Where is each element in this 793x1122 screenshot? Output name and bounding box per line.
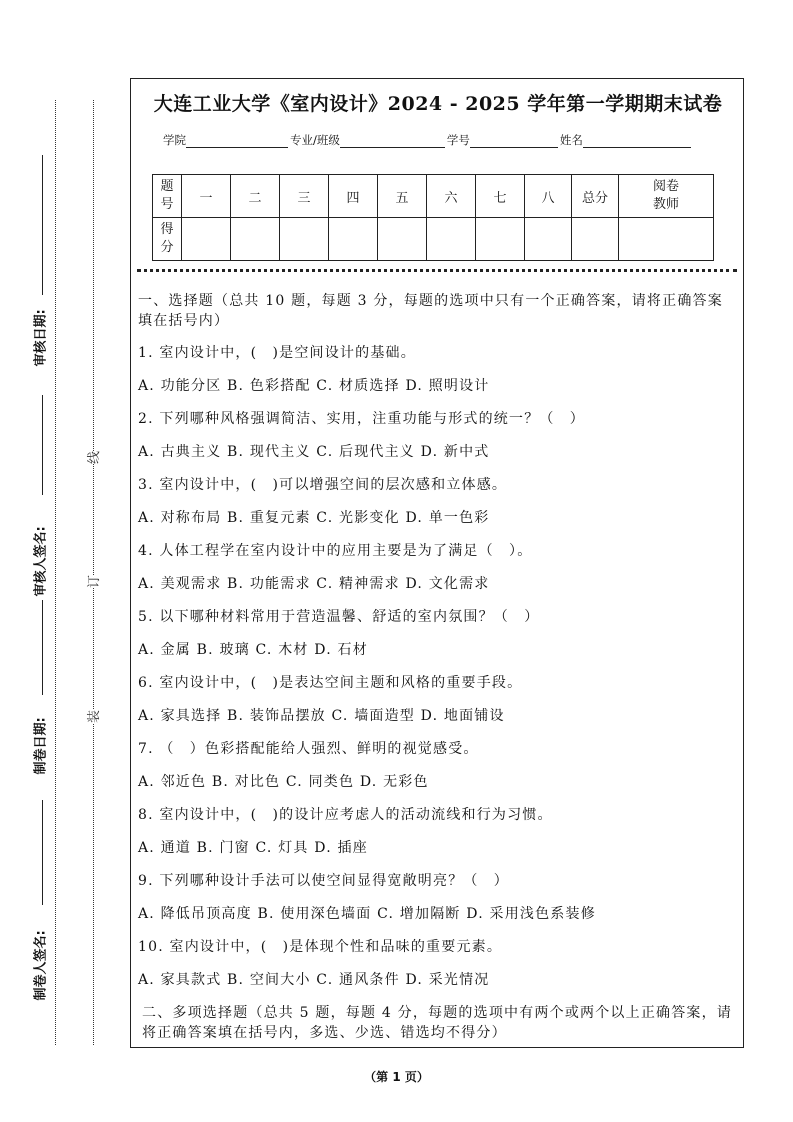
question-options: A. 家具选择 B. 装饰品摆放 C. 墙面造型 D. 地面铺设	[138, 708, 505, 724]
major-class-label: 专业/班级	[290, 133, 340, 147]
score-cell[interactable]	[525, 218, 572, 261]
question-stem: 10. 室内设计中，( )是体现个性和品味的重要元素。	[138, 939, 503, 955]
binding-margin	[0, 0, 125, 1122]
page-number: （第 1 页）	[364, 1070, 429, 1084]
question-stem: 6. 室内设计中，( )是表达空间主题和风格的重要手段。	[138, 675, 523, 691]
reviewer-sign-line	[42, 395, 43, 495]
score-cell[interactable]	[329, 218, 378, 261]
student-id-field[interactable]	[470, 135, 558, 148]
section-1-heading: 一、选择题（总共 10 题，每题 3 分，每题的选项中只有一个正确答案，请将正确答案填在括号内）	[138, 293, 723, 329]
question-stem: 2. 下列哪种风格强调简洁、实用，注重功能与形式的统一？（ ）	[138, 411, 586, 427]
question-options: A. 对称布局 B. 重复元素 C. 光影变化 D. 单一色彩	[138, 510, 490, 526]
question-stem: 5. 以下哪种材料常用于营造温馨、舒适的室内氛围？（ ）	[138, 609, 540, 625]
make-date-label: 制卷日期:	[33, 717, 49, 775]
score-table-header-row	[153, 175, 714, 218]
question-options: A. 古典主义 B. 现代主义 C. 后现代主义 D. 新中式	[138, 444, 490, 460]
score-cell[interactable]	[476, 218, 525, 261]
review-date-line	[42, 155, 43, 295]
college-field[interactable]	[186, 135, 288, 148]
question-options: A. 金属 B. 玻璃 C. 木材 D. 石材	[138, 642, 368, 658]
header-cell-6: 六	[427, 175, 476, 218]
score-cell[interactable]	[231, 218, 280, 261]
name-field[interactable]	[583, 135, 691, 148]
header-cell-5: 五	[378, 175, 427, 218]
student-id-label: 学号	[446, 133, 470, 147]
maker-sign-label: 制卷人签名:	[33, 930, 49, 1001]
question-stem: 1. 室内设计中，( )是空间设计的基础。	[138, 345, 416, 361]
student-info-row	[163, 132, 693, 148]
cut-line-char-zhuang: 装	[83, 710, 102, 723]
header-cell-4: 四	[329, 175, 378, 218]
header-cell-total: 总分	[572, 175, 619, 218]
dotted-line-outer	[55, 100, 56, 1045]
score-table-score-row	[153, 218, 714, 261]
question-stem: 8. 室内设计中，( )的设计应考虑人的活动流线和行为习惯。	[138, 807, 553, 823]
score-cell[interactable]	[427, 218, 476, 261]
header-cell-1: 一	[182, 175, 231, 218]
question-stem: 7. （ ）色彩搭配能给人强烈、鲜明的视觉感受。	[138, 741, 479, 757]
major-class-field[interactable]	[340, 135, 445, 148]
make-date-line	[42, 600, 43, 695]
exam-frame	[130, 78, 744, 1048]
score-cell-grader[interactable]	[619, 218, 714, 261]
separator-dotted	[137, 269, 737, 272]
question-options: A. 美观需求 B. 功能需求 C. 精神需求 D. 文化需求	[138, 576, 490, 592]
header-cell-7: 七	[476, 175, 525, 218]
score-cell-total[interactable]	[572, 218, 619, 261]
score-cell[interactable]	[378, 218, 427, 261]
question-stem: 9. 下列哪种设计手法可以使空间显得宽敞明亮？（ ）	[138, 873, 510, 889]
name-label: 姓名	[559, 133, 583, 147]
header-cell-8: 八	[525, 175, 572, 218]
question-stem: 3. 室内设计中，( )可以增强空间的层次感和立体感。	[138, 477, 508, 493]
score-table	[152, 174, 714, 261]
maker-sign-line	[42, 800, 43, 905]
question-options: A. 功能分区 B. 色彩搭配 C. 材质选择 D. 照明设计	[138, 378, 490, 394]
question-options: A. 通道 B. 门窗 C. 灯具 D. 插座	[138, 840, 368, 856]
header-cell-grader: 阅卷教师	[619, 175, 714, 218]
question-options: A. 家具款式 B. 空间大小 C. 通风条件 D. 采光情况	[138, 972, 490, 988]
review-date-label: 审核日期:	[33, 309, 49, 367]
question-options: A. 邻近色 B. 对比色 C. 同类色 D. 无彩色	[138, 774, 429, 790]
question-options: A. 降低吊顶高度 B. 使用深色墙面 C. 增加隔断 D. 采用浅色系装修	[138, 906, 596, 922]
question-stem: 4. 人体工程学在室内设计中的应用主要是为了满足（ ）。	[138, 543, 533, 559]
header-cell-2: 二	[231, 175, 280, 218]
exam-title: 大连工业大学《室内设计》2024 - 2025 学年第一学期期末试卷	[153, 93, 723, 115]
header-cell-3: 三	[280, 175, 329, 218]
score-cell[interactable]	[182, 218, 231, 261]
dotted-line-inner	[93, 100, 94, 1045]
cut-line-char-ding: 订	[83, 575, 102, 588]
score-row-label: 得分	[153, 218, 182, 261]
score-cell[interactable]	[280, 218, 329, 261]
header-cell-question-no: 题号	[153, 175, 182, 218]
exam-content	[138, 291, 738, 1043]
section-2-heading: 二、多项选择题（总共 5 题，每题 4 分，每题的选项中有两个或两个以上正确答案，请将正确答案填在括号内，多选、少选、错选均不得分）	[142, 1005, 733, 1041]
cut-line-char-xian: 线	[83, 451, 102, 464]
reviewer-sign-label: 审核人签名:	[33, 526, 49, 597]
college-label: 学院	[163, 133, 186, 147]
